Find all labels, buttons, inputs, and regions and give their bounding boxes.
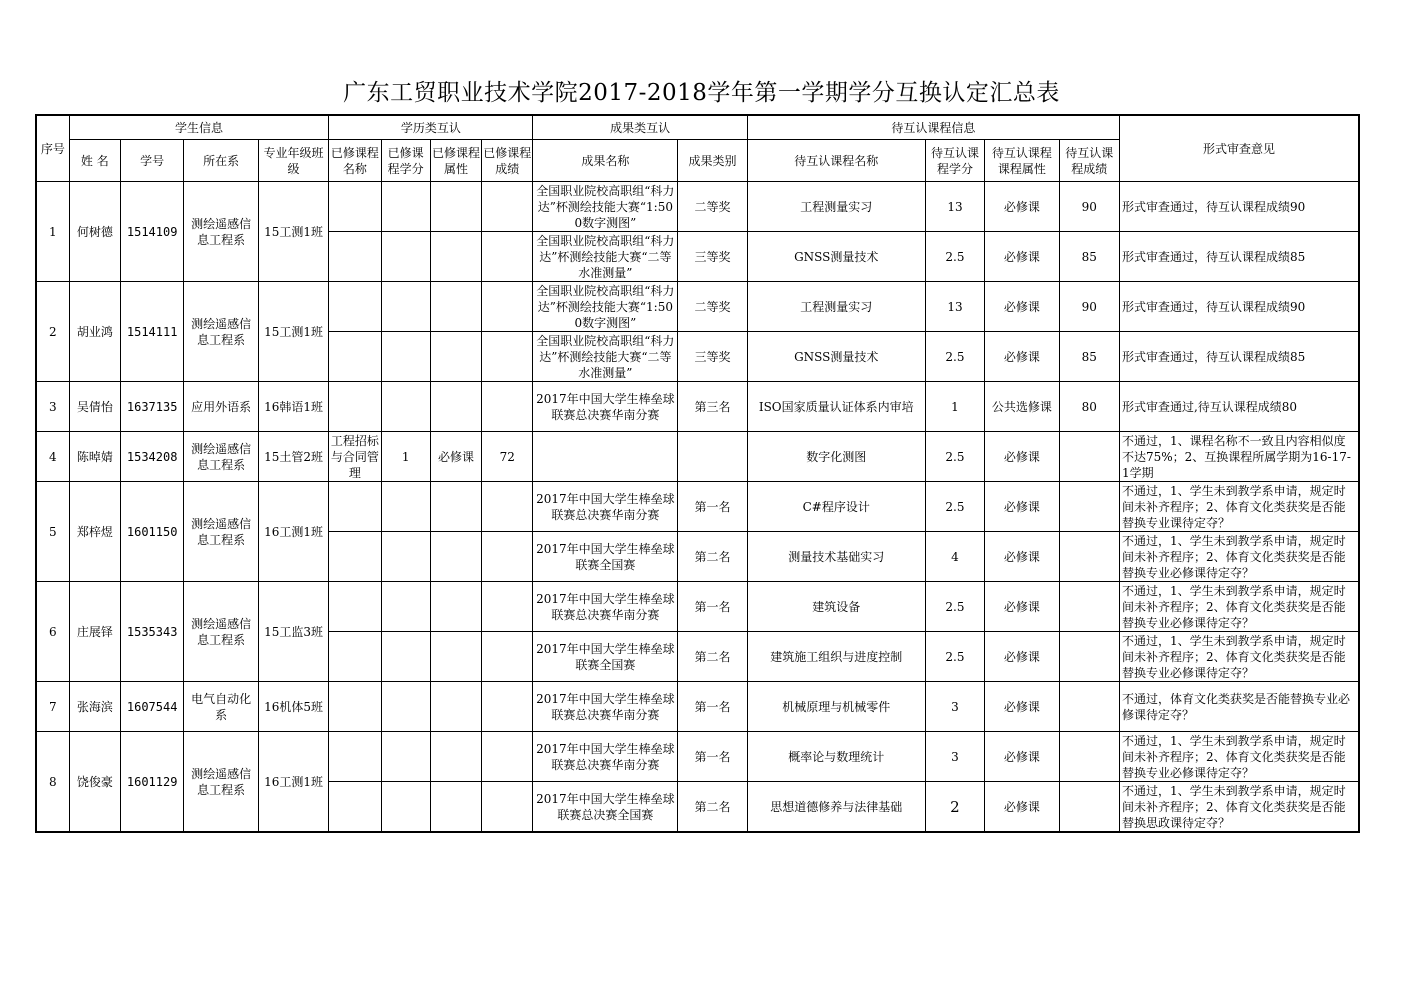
taken-course-name — [329, 532, 381, 582]
pending-course-name: 工程测量实习 — [747, 282, 925, 332]
student-class: 16工测1班 — [258, 732, 328, 833]
taken-course-name — [329, 682, 381, 732]
achievement-name: 2017年中国大学生棒垒球联赛总决赛全国赛 — [533, 782, 678, 833]
taken-course-attr — [430, 582, 481, 632]
taken-course-attr — [430, 482, 481, 532]
header-seq: 序号 — [36, 115, 69, 182]
pending-course-score: 85 — [1059, 232, 1119, 282]
achievement-name — [533, 432, 678, 482]
pending-course-attr: 必修课 — [985, 432, 1059, 482]
pending-course-credit: 2.5 — [925, 582, 984, 632]
taken-course-attr — [430, 532, 481, 582]
table-row — [36, 382, 1359, 432]
taken-course-credit — [381, 532, 430, 582]
header-taken-course-score: 已修课程成绩 — [482, 140, 533, 182]
pending-course-score — [1059, 532, 1119, 582]
student-class: 15土管2班 — [258, 432, 328, 482]
header-review-opinion: 形式审查意见 — [1119, 115, 1359, 182]
row-seq: 5 — [36, 482, 69, 582]
taken-course-credit — [381, 182, 430, 232]
achievement-name: 2017年中国大学生棒垒球联赛总决赛华南分赛 — [533, 382, 678, 432]
student-name: 饶俊豪 — [69, 732, 120, 833]
pending-course-credit: 13 — [925, 282, 984, 332]
review-opinion: 不通过，体育文化类获奖是否能替换专业必修课待定夺？ — [1119, 682, 1359, 732]
pending-course-name: 建筑设备 — [747, 582, 925, 632]
row-seq: 7 — [36, 682, 69, 732]
pending-course-score — [1059, 582, 1119, 632]
taken-course-credit — [381, 482, 430, 532]
header-taken-course-attr: 已修课程属性 — [430, 140, 481, 182]
taken-course-name — [329, 482, 381, 532]
taken-course-score — [482, 282, 533, 332]
pending-course-score — [1059, 732, 1119, 782]
header-achievement-type: 成果类别 — [678, 140, 747, 182]
pending-course-score — [1059, 632, 1119, 682]
header-major-class: 专业年级班级 — [258, 140, 328, 182]
pending-course-credit: 13 — [925, 182, 984, 232]
achievement-type: 第一名 — [678, 682, 747, 732]
pending-course-attr: 必修课 — [985, 732, 1059, 782]
achievement-type: 第二名 — [678, 782, 747, 833]
review-opinion: 不通过，1、学生未到教学系申请，规定时间未补齐程序；2、体育文化类获奖是否能替换思政课待定夺？ — [1119, 782, 1359, 833]
pending-course-score — [1059, 782, 1119, 833]
taken-course-attr — [430, 632, 481, 682]
pending-course-name: ISO国家质量认证体系内审培 — [747, 382, 925, 432]
taken-course-attr — [430, 682, 481, 732]
student-class: 15工监3班 — [258, 582, 328, 682]
review-opinion: 不通过，1、学生未到教学系申请，规定时间未补齐程序；2、体育文化类获奖是否能替换专业必修课待定夺？ — [1119, 732, 1359, 782]
taken-course-name — [329, 782, 381, 833]
student-department: 测绘遥感信息工程系 — [184, 282, 258, 382]
student-id: 1514109 — [120, 182, 183, 282]
taken-course-attr — [430, 782, 481, 833]
pending-course-attr: 必修课 — [985, 632, 1059, 682]
pending-course-name: 思想道德修养与法律基础 — [747, 782, 925, 833]
pending-course-credit: 2.5 — [925, 232, 984, 282]
header-edu-mutual: 学历类互认 — [329, 115, 533, 140]
pending-course-name: 测量技术基础实习 — [747, 532, 925, 582]
achievement-type: 二等奖 — [678, 282, 747, 332]
achievement-name: 2017年中国大学生棒垒球联赛总决赛华南分赛 — [533, 732, 678, 782]
taken-course-credit — [381, 732, 430, 782]
table-row — [36, 582, 1359, 632]
taken-course-credit — [381, 682, 430, 732]
header-department: 所在系 — [184, 140, 258, 182]
taken-course-credit — [381, 332, 430, 382]
credit-exchange-table — [35, 114, 1360, 833]
row-seq: 2 — [36, 282, 69, 382]
table-row — [36, 182, 1359, 232]
taken-course-score — [482, 532, 533, 582]
taken-course-credit — [381, 582, 430, 632]
pending-course-attr: 必修课 — [985, 582, 1059, 632]
taken-course-score: 72 — [482, 432, 533, 482]
taken-course-score — [482, 582, 533, 632]
pending-course-attr: 公共选修课 — [985, 382, 1059, 432]
student-department: 电气自动化系 — [184, 682, 258, 732]
student-name: 吴倩怡 — [69, 382, 120, 432]
review-opinion: 不通过，1、学生未到教学系申请，规定时间未补齐程序；2、体育文化类获奖是否能替换专业必修课待定夺？ — [1119, 582, 1359, 632]
pending-course-attr: 必修课 — [985, 482, 1059, 532]
pending-course-score: 90 — [1059, 282, 1119, 332]
achievement-type: 第一名 — [678, 482, 747, 532]
header-pending-course-info: 待互认课程信息 — [747, 115, 1119, 140]
pending-course-attr: 必修课 — [985, 182, 1059, 232]
pending-course-attr: 必修课 — [985, 532, 1059, 582]
header-pending-course-name: 待互认课程名称 — [747, 140, 925, 182]
pending-course-attr: 必修课 — [985, 682, 1059, 732]
achievement-name: 2017年中国大学生棒垒球联赛总决赛华南分赛 — [533, 582, 678, 632]
header-achievement-mutual: 成果类互认 — [533, 115, 747, 140]
taken-course-score — [482, 682, 533, 732]
taken-course-score — [482, 482, 533, 532]
row-seq: 1 — [36, 182, 69, 282]
header-name: 姓 名 — [69, 140, 120, 182]
student-name: 胡业鸿 — [69, 282, 120, 382]
pending-course-score — [1059, 432, 1119, 482]
taken-course-credit — [381, 282, 430, 332]
taken-course-attr — [430, 232, 481, 282]
student-id: 1607544 — [120, 682, 183, 732]
table-row — [36, 432, 1359, 482]
pending-course-name: C#程序设计 — [747, 482, 925, 532]
pending-course-credit: 2.5 — [925, 482, 984, 532]
pending-course-name: GNSS测量技术 — [747, 332, 925, 382]
student-name: 庄展铎 — [69, 582, 120, 682]
row-seq: 8 — [36, 732, 69, 833]
review-opinion: 形式审查通过，待互认课程成绩85 — [1119, 232, 1359, 282]
student-department: 测绘遥感信息工程系 — [184, 582, 258, 682]
taken-course-name — [329, 332, 381, 382]
taken-course-name — [329, 582, 381, 632]
pending-course-name: GNSS测量技术 — [747, 232, 925, 282]
pending-course-attr: 必修课 — [985, 782, 1059, 833]
achievement-type: 第二名 — [678, 532, 747, 582]
review-opinion: 不通过，1、学生未到教学系申请，规定时间未补齐程序；2、体育文化类获奖是否能替换专业必修课待定夺？ — [1119, 632, 1359, 682]
taken-course-credit: 1 — [381, 432, 430, 482]
pending-course-credit: 2.5 — [925, 632, 984, 682]
achievement-type: 第三名 — [678, 382, 747, 432]
header-taken-course-name: 已修课程名称 — [329, 140, 381, 182]
student-name: 何树德 — [69, 182, 120, 282]
taken-course-score — [482, 632, 533, 682]
taken-course-score — [482, 182, 533, 232]
pending-course-score: 80 — [1059, 382, 1119, 432]
review-opinion: 不通过，1、课程名称不一致且内容相似度不达75%；2、互换课程所属学期为16-17-1学期 — [1119, 432, 1359, 482]
pending-course-attr: 必修课 — [985, 332, 1059, 382]
achievement-type: 二等奖 — [678, 182, 747, 232]
taken-course-attr — [430, 182, 481, 232]
review-opinion: 形式审查通过，待互认课程成绩90 — [1119, 182, 1359, 232]
row-seq: 4 — [36, 432, 69, 482]
taken-course-name — [329, 382, 381, 432]
student-class: 16机体5班 — [258, 682, 328, 732]
pending-course-name: 机械原理与机械零件 — [747, 682, 925, 732]
taken-course-credit — [381, 382, 430, 432]
achievement-name: 全国职业院校高职组“科力达”杯测绘技能大赛“二等水准测量” — [533, 232, 678, 282]
header-taken-course-credit: 已修课程学分 — [381, 140, 430, 182]
pending-course-score: 90 — [1059, 182, 1119, 232]
student-class: 16工测1班 — [258, 482, 328, 582]
header-pending-course-attr: 待互认课程课程属性 — [985, 140, 1059, 182]
header-student-id: 学号 — [120, 140, 183, 182]
taken-course-credit — [381, 232, 430, 282]
student-name: 郑梓煜 — [69, 482, 120, 582]
student-id: 1535343 — [120, 582, 183, 682]
page-title: 广东工贸职业技术学院2017-2018学年第一学期学分互换认定汇总表 — [343, 80, 1060, 106]
taken-course-attr — [430, 332, 481, 382]
pending-course-attr: 必修课 — [985, 282, 1059, 332]
pending-course-score — [1059, 482, 1119, 532]
achievement-name: 全国职业院校高职组“科力达”杯测绘技能大赛“1:500数字测图” — [533, 282, 678, 332]
student-department: 应用外语系 — [184, 382, 258, 432]
achievement-name: 2017年中国大学生棒垒球联赛总决赛华南分赛 — [533, 482, 678, 532]
student-department: 测绘遥感信息工程系 — [184, 182, 258, 282]
taken-course-name — [329, 632, 381, 682]
achievement-type: 三等奖 — [678, 232, 747, 282]
achievement-name: 全国职业院校高职组“科力达”杯测绘技能大赛“1:500数字测图” — [533, 182, 678, 232]
review-opinion: 形式审查通过,待互认课程成绩80 — [1119, 382, 1359, 432]
achievement-type — [678, 432, 747, 482]
pending-course-credit: 4 — [925, 532, 984, 582]
pending-course-credit: 3 — [925, 732, 984, 782]
header-achievement-name: 成果名称 — [533, 140, 678, 182]
pending-course-credit: 2.5 — [925, 432, 984, 482]
achievement-name: 全国职业院校高职组“科力达”杯测绘技能大赛“二等水准测量” — [533, 332, 678, 382]
taken-course-name — [329, 282, 381, 332]
achievement-type: 第一名 — [678, 582, 747, 632]
table-row — [36, 282, 1359, 332]
student-id: 1637135 — [120, 382, 183, 432]
student-id: 1601129 — [120, 732, 183, 833]
student-class: 15工测1班 — [258, 282, 328, 382]
student-class: 15工测1班 — [258, 182, 328, 282]
header-student-info: 学生信息 — [69, 115, 329, 140]
review-opinion: 形式审查通过，待互认课程成绩90 — [1119, 282, 1359, 332]
taken-course-name: 工程招标与合同管理 — [329, 432, 381, 482]
achievement-type: 第二名 — [678, 632, 747, 682]
taken-course-score — [482, 732, 533, 782]
taken-course-score — [482, 782, 533, 833]
taken-course-score — [482, 382, 533, 432]
row-seq: 3 — [36, 382, 69, 432]
student-department: 测绘遥感信息工程系 — [184, 482, 258, 582]
pending-course-attr: 必修课 — [985, 232, 1059, 282]
achievement-type: 三等奖 — [678, 332, 747, 382]
student-name: 张海滨 — [69, 682, 120, 732]
taken-course-name — [329, 732, 381, 782]
pending-course-score — [1059, 682, 1119, 732]
pending-course-name: 概率论与数理统计 — [747, 732, 925, 782]
taken-course-score — [482, 332, 533, 382]
review-opinion: 不通过，1、学生未到教学系申请，规定时间未补齐程序；2、体育文化类获奖是否能替换专业必修课待定夺？ — [1119, 532, 1359, 582]
achievement-type: 第一名 — [678, 732, 747, 782]
taken-course-attr — [430, 732, 481, 782]
taken-course-credit — [381, 782, 430, 833]
student-department: 测绘遥感信息工程系 — [184, 432, 258, 482]
taken-course-attr: 必修课 — [430, 432, 481, 482]
row-seq: 6 — [36, 582, 69, 682]
pending-course-credit: 2.5 — [925, 332, 984, 382]
taken-course-attr — [430, 282, 481, 332]
header-pending-course-score: 待互认课程成绩 — [1059, 140, 1119, 182]
taken-course-name — [329, 232, 381, 282]
taken-course-name — [329, 182, 381, 232]
student-id: 1534208 — [120, 432, 183, 482]
pending-course-credit: 1 — [925, 382, 984, 432]
pending-course-name: 数字化测图 — [747, 432, 925, 482]
taken-course-score — [482, 232, 533, 282]
pending-course-score: 85 — [1059, 332, 1119, 382]
student-id: 1601150 — [120, 482, 183, 582]
achievement-name: 2017年中国大学生棒垒球联赛全国赛 — [533, 632, 678, 682]
pending-course-credit: 3 — [925, 682, 984, 732]
pending-course-name: 建筑施工组织与进度控制 — [747, 632, 925, 682]
achievement-name: 2017年中国大学生棒垒球联赛总决赛华南分赛 — [533, 682, 678, 732]
student-class: 16韩语1班 — [258, 382, 328, 432]
review-opinion: 形式审查通过，待互认课程成绩85 — [1119, 332, 1359, 382]
table-row — [36, 482, 1359, 532]
student-id: 1514111 — [120, 282, 183, 382]
achievement-name: 2017年中国大学生棒垒球联赛全国赛 — [533, 532, 678, 582]
pending-course-name: 工程测量实习 — [747, 182, 925, 232]
taken-course-attr — [430, 382, 481, 432]
student-name: 陈晫婧 — [69, 432, 120, 482]
review-opinion: 不通过，1、学生未到教学系申请，规定时间未补齐程序；2、体育文化类获奖是否能替换专业课待定夺？ — [1119, 482, 1359, 532]
pending-course-credit: 2 — [925, 782, 984, 833]
table-row — [36, 682, 1359, 732]
student-department: 测绘遥感信息工程系 — [184, 732, 258, 833]
header-pending-course-credit: 待互认课程学分 — [925, 140, 984, 182]
table-row — [36, 732, 1359, 782]
taken-course-credit — [381, 632, 430, 682]
